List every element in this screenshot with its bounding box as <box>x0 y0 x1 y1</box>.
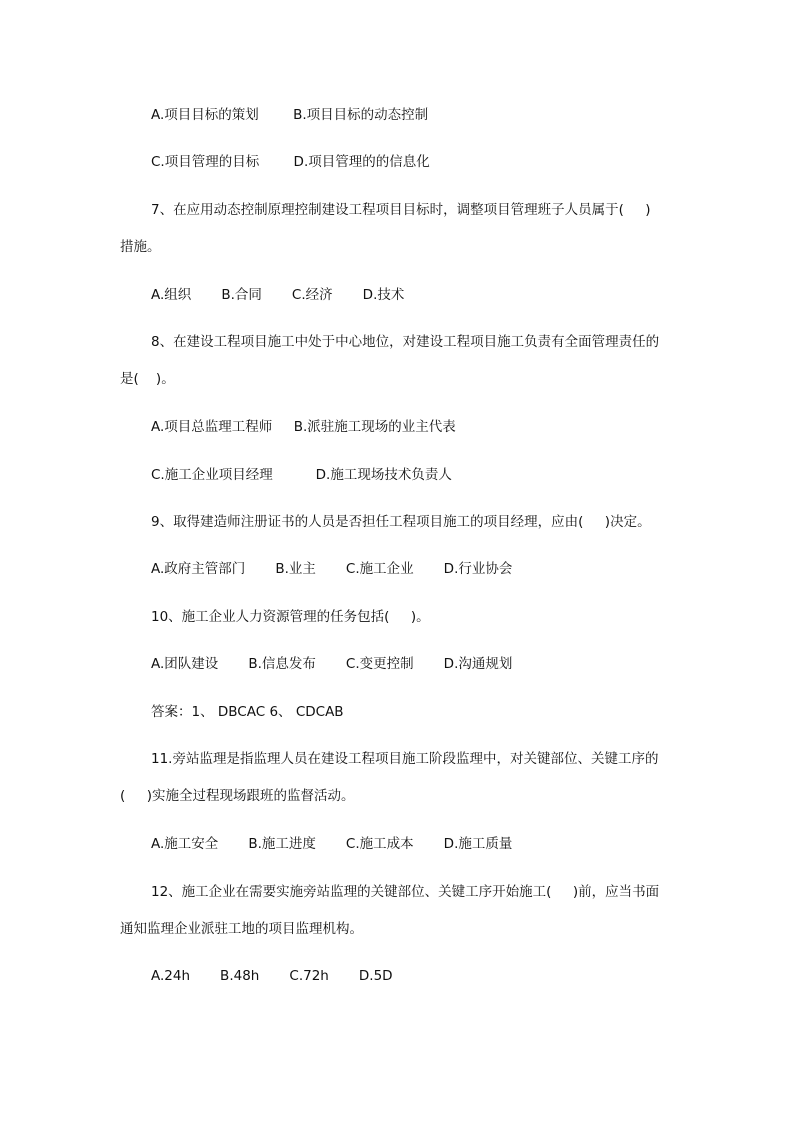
answer-key: 答案：1、 DBCAC 6、 CDCAB <box>151 704 344 720</box>
q10-options: A.团队建设 B.信息发布 C.变更控制 D.沟通规划 <box>151 656 513 672</box>
question-7-text-cont: 措施。 <box>120 239 161 255</box>
q6-options-line-2: C.项目管理的目标 D.项目管理的的信息化 <box>151 154 430 170</box>
question-12-text: 12、施工企业在需要实施旁站监理的关键部位、关键工序开始施工( )前，应当书面 <box>151 884 660 900</box>
q6-options-line-1: A.项目目标的策划 B.项目目标的动态控制 <box>151 107 429 123</box>
q11-options: A.施工安全 B.施工进度 C.施工成本 D.施工质量 <box>151 836 513 852</box>
question-11-text-cont: ( )实施全过程现场跟班的监督活动。 <box>120 788 355 804</box>
question-11-text: 11.旁站监理是指监理人员在建设工程项目施工阶段监理中，对关键部位、关键工序的 <box>151 751 659 767</box>
q8-options-line-2: C.施工企业项目经理 D.施工现场技术负责人 <box>151 467 452 483</box>
question-9-text: 9、取得建造师注册证书的人员是否担任工程项目施工的项目经理，应由( )决定。 <box>151 514 651 530</box>
question-7-text: 7、在应用动态控制原理控制建设工程项目目标时，调整项目管理班子人员属于( ) <box>151 202 651 218</box>
question-12-text-cont: 通知监理企业派驻工地的项目监理机构。 <box>120 921 363 937</box>
q7-options: A.组织 B.合同 C.经济 D.技术 <box>151 287 405 303</box>
question-8-text: 8、在建设工程项目施工中处于中心地位，对建设工程项目施工负责有全面管理责任的 <box>151 334 660 350</box>
question-8-text-cont: 是( )。 <box>120 371 175 387</box>
q12-options: A.24h B.48h C.72h D.5D <box>151 968 393 984</box>
q9-options: A.政府主管部门 B.业主 C.施工企业 D.行业协会 <box>151 561 513 577</box>
q8-options-line-1: A.项目总监理工程师 B.派驻施工现场的业主代表 <box>151 419 456 435</box>
question-10-text: 10、施工企业人力资源管理的任务包括( )。 <box>151 609 430 625</box>
